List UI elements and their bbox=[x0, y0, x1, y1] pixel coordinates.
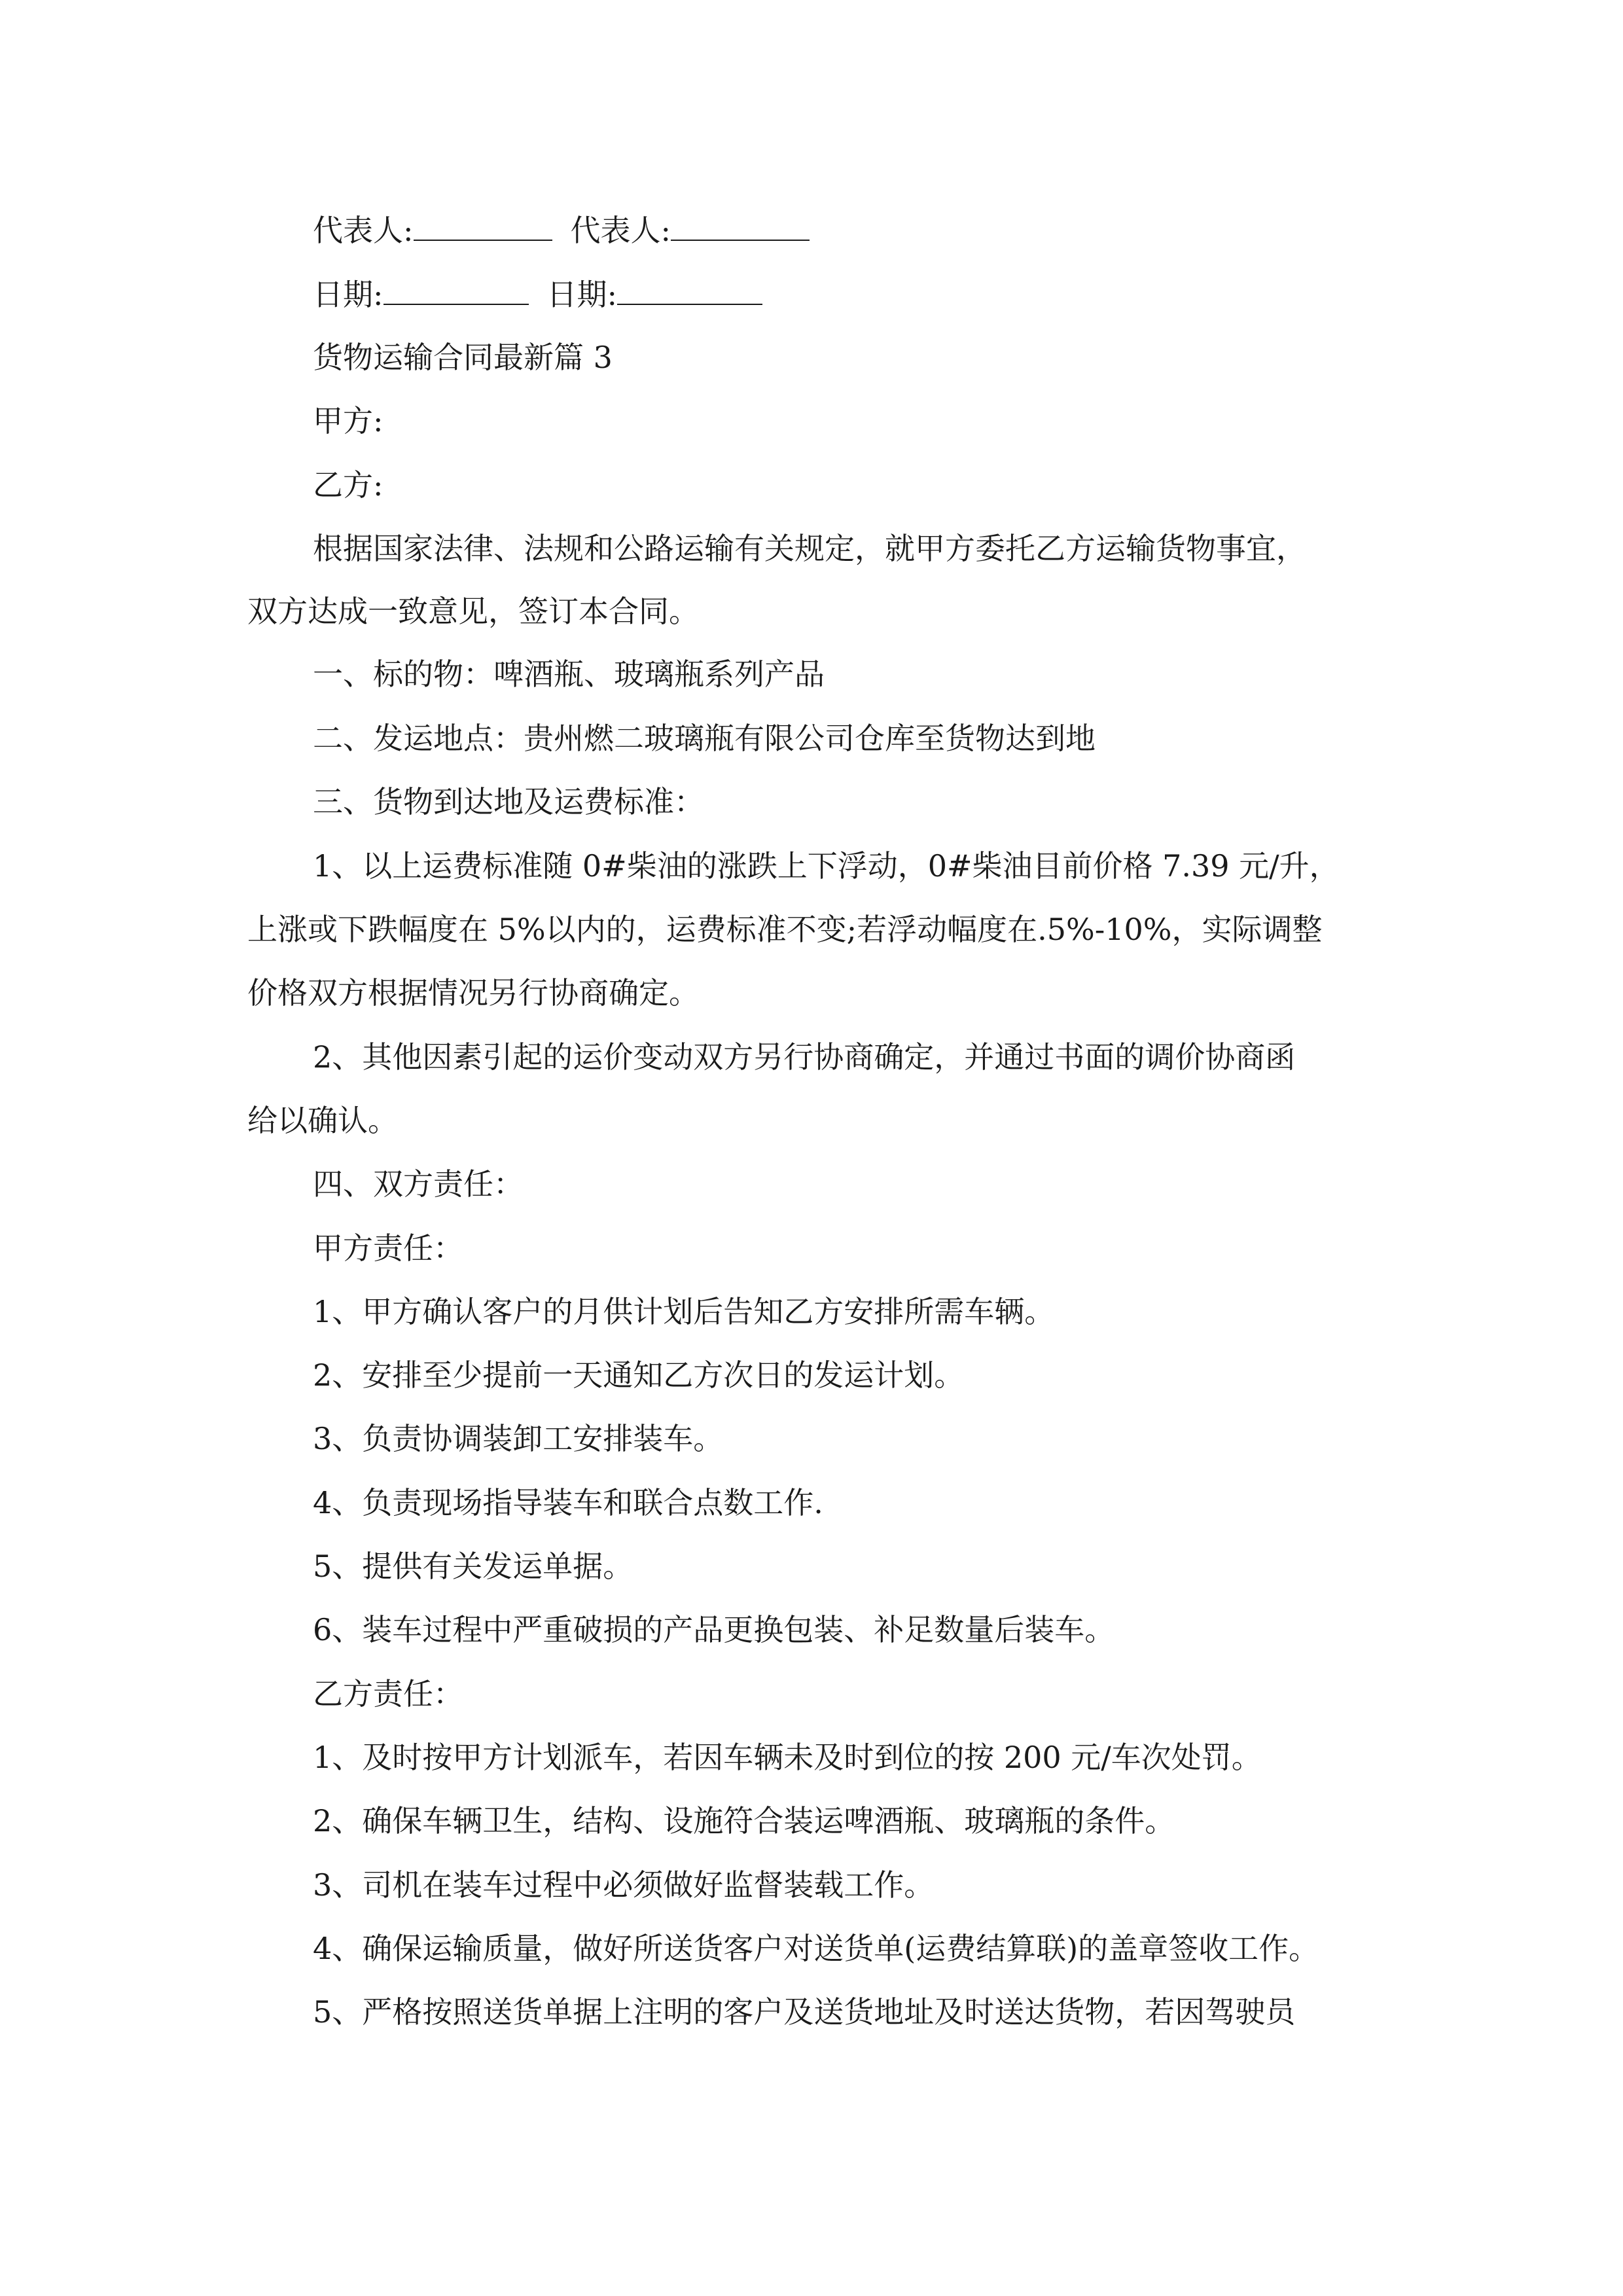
party-a-responsibility-item: 1、甲方确认客户的月供计划后告知乙方安排所需车辆。 bbox=[313, 1294, 1055, 1329]
party-a-responsibility-heading: 甲方责任： bbox=[313, 1230, 463, 1266]
item-3-1-line-1: 1、以上运费标准随 0#柴油的涨跌上下浮动，0#柴油目前价格 7.39 元/升， bbox=[313, 848, 1340, 884]
party-a-responsibility-item: 3、负责协调装卸工安排装车。 bbox=[313, 1421, 724, 1456]
date-blank-b[interactable] bbox=[617, 275, 762, 305]
representative-label-a: 代表人: bbox=[313, 213, 414, 248]
representative-blank-b[interactable] bbox=[671, 211, 810, 241]
representative-blank-a[interactable] bbox=[414, 211, 552, 241]
intro-line-1: 根据国家法律、法规和公路运输有关规定，就甲方委托乙方运输货物事宜， bbox=[313, 531, 1306, 566]
party-b-responsibility-item: 4、确保运输质量，做好所送货客户对送货单(运费结算联)的盖章签收工作。 bbox=[313, 1931, 1319, 1966]
item-3-1-line-2: 上涨或下跌幅度在 5%以内的，运费标准不变;若浮动幅度在.5%-10%，实际调整 bbox=[247, 912, 1323, 947]
party-a-responsibility-item: 6、装车过程中严重破损的产品更换包装、补足数量后装车。 bbox=[313, 1612, 1115, 1647]
section-1: 一、标的物：啤酒瓶、玻璃瓶系列产品 bbox=[313, 656, 825, 692]
section-4: 四、双方责任： bbox=[313, 1166, 524, 1202]
item-3-2-line-1: 2、其他因素引起的运价变动双方另行协商确定，并通过书面的调价协商函 bbox=[313, 1039, 1296, 1075]
party-b-responsibility-item: 1、及时按甲方计划派车，若因车辆未及时到位的按 200 元/车次处罚。 bbox=[313, 1740, 1262, 1775]
party-a-responsibility-item: 2、安排至少提前一天通知乙方次日的发运计划。 bbox=[313, 1357, 965, 1393]
date-label-b: 日期: bbox=[546, 277, 617, 312]
party-b-label: 乙方: bbox=[313, 467, 383, 503]
item-3-1-line-3: 价格双方根据情况另行协商确定。 bbox=[247, 975, 699, 1011]
date-blank-a[interactable] bbox=[383, 275, 529, 305]
party-a-responsibility-item: 4、负责现场指导装车和联合点数工作. bbox=[313, 1485, 823, 1520]
section-2: 二、发运地点：贵州燃二玻璃瓶有限公司仓库至货物达到地 bbox=[313, 721, 1096, 756]
section-3: 三、货物到达地及运费标准： bbox=[313, 784, 704, 819]
representative-label-b: 代表人: bbox=[570, 213, 671, 248]
representative-row bbox=[313, 211, 828, 250]
party-b-responsibility-heading: 乙方责任： bbox=[313, 1676, 463, 1712]
date-row bbox=[313, 275, 781, 314]
contract-title: 货物运输合同最新篇 3 bbox=[313, 340, 613, 375]
item-3-2-line-2: 给以确认。 bbox=[247, 1103, 398, 1138]
party-b-responsibility-item: 3、司机在装车过程中必须做好监督装载工作。 bbox=[313, 1867, 935, 1903]
party-b-responsibility-item: 2、确保车辆卫生，结构、设施符合装运啤酒瓶、玻璃瓶的条件。 bbox=[313, 1803, 1175, 1839]
date-label-a: 日期: bbox=[313, 277, 383, 312]
intro-line-2: 双方达成一致意见，签订本合同。 bbox=[247, 594, 699, 629]
party-a-responsibility-item: 5、提供有关发运单据。 bbox=[313, 1549, 633, 1584]
party-b-responsibility-item: 5、严格按照送货单据上注明的客户及送货地址及时送达货物，若因驾驶员 bbox=[313, 1994, 1296, 2030]
party-a-label: 甲方: bbox=[313, 403, 383, 439]
